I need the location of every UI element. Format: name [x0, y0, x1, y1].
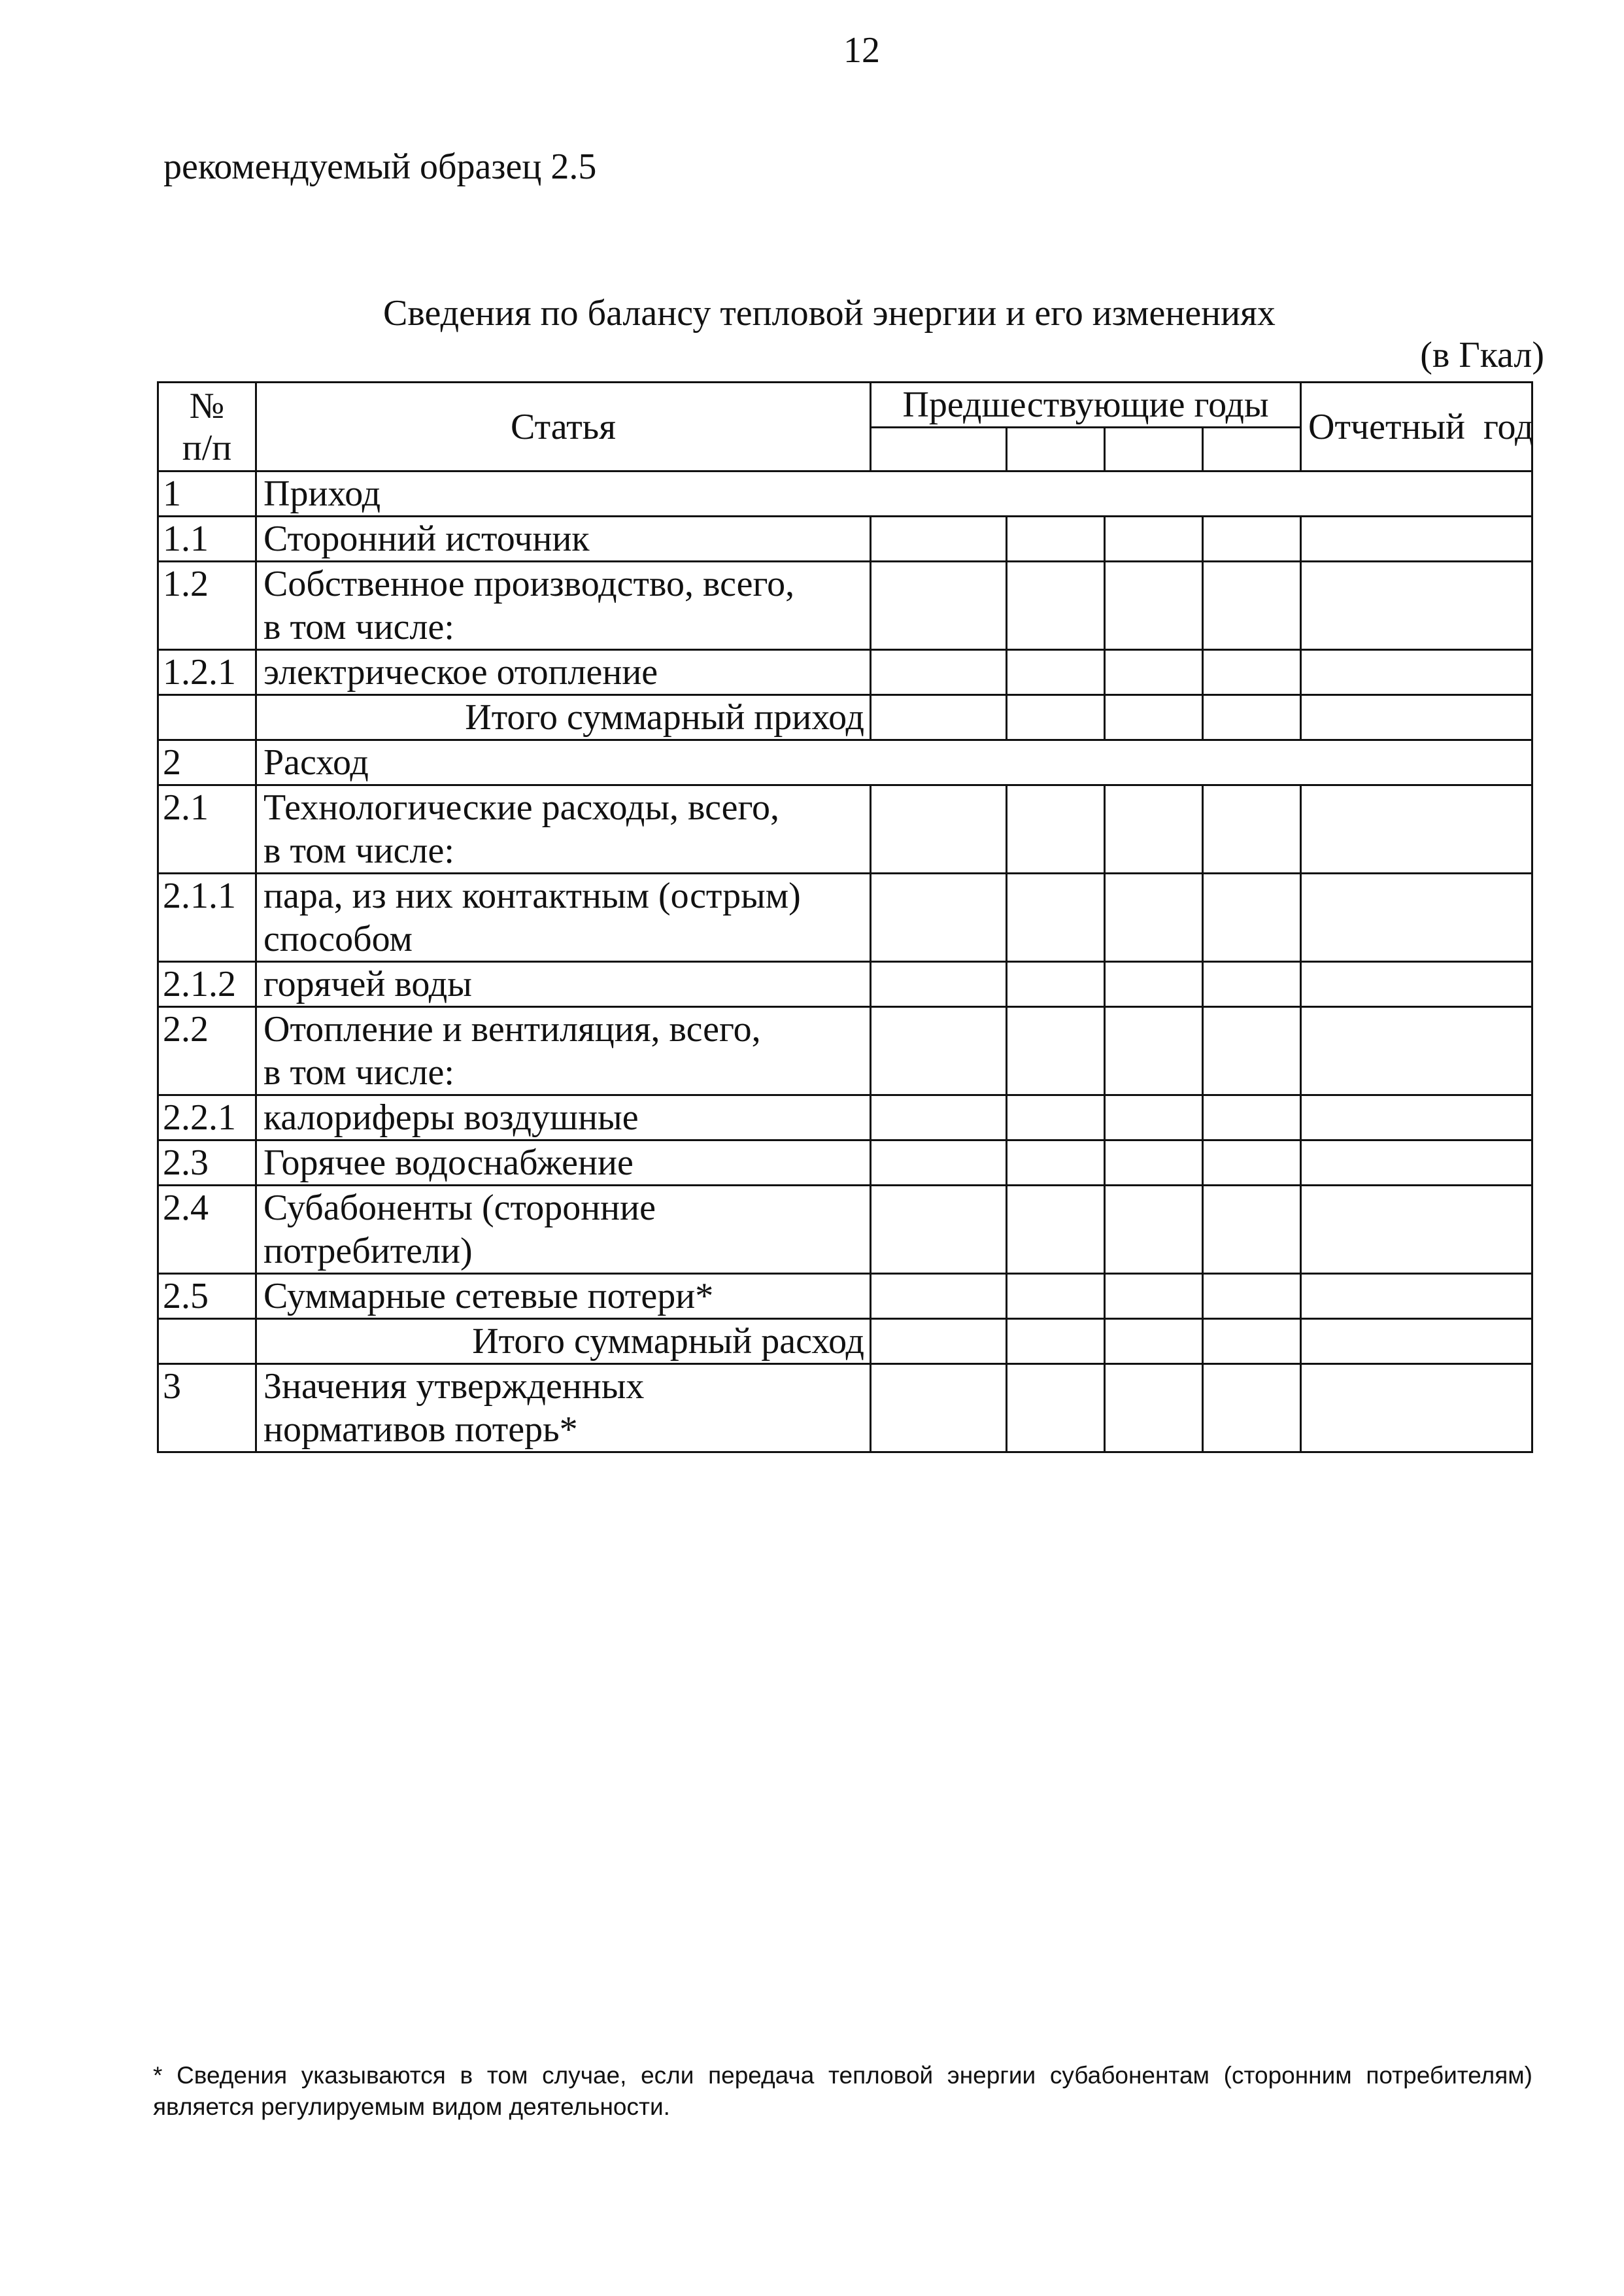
row-number: 2.1.1 — [158, 874, 256, 962]
row-label: пара, из них контактным (острым) способом — [256, 874, 871, 962]
row-label: Горячее водоснабжение — [256, 1140, 871, 1186]
previous-year-value-cell — [1105, 1186, 1203, 1274]
report-year-value-cell — [1301, 1319, 1532, 1364]
previous-year-cell — [1007, 428, 1105, 471]
row-label: Значения утвержденных нормативов потерь* — [256, 1364, 871, 1452]
previous-year-value-cell — [871, 562, 1007, 650]
previous-year-value-cell — [871, 874, 1007, 962]
row-label: Суммарные сетевые потери* — [256, 1274, 871, 1319]
row-number: 2.3 — [158, 1140, 256, 1186]
previous-year-value-cell — [1105, 1364, 1203, 1452]
row-number: 2.2 — [158, 1007, 256, 1095]
table-body — [158, 471, 1532, 1452]
previous-year-value-cell — [1203, 1007, 1301, 1095]
report-year-value-cell — [1301, 785, 1532, 874]
previous-year-value-cell — [1007, 562, 1105, 650]
row-number: 2.4 — [158, 1186, 256, 1274]
report-year-value-cell — [1301, 1140, 1532, 1186]
row-label: Технологические расходы, всего, в том числе: — [256, 785, 871, 874]
report-year-value-cell — [1301, 650, 1532, 695]
previous-year-value-cell — [1007, 1274, 1105, 1319]
table-row — [158, 650, 1532, 695]
previous-year-value-cell — [1203, 874, 1301, 962]
row-number: 3 — [158, 1364, 256, 1452]
previous-year-value-cell — [1203, 1274, 1301, 1319]
previous-year-value-cell — [1105, 962, 1203, 1007]
header-report-year: Отчетный год — [1301, 383, 1532, 471]
page-number: 12 — [843, 30, 880, 71]
header-number: № п/п — [158, 383, 256, 471]
units-label: (в Гкал) — [1420, 335, 1544, 375]
previous-year-value-cell — [871, 695, 1007, 740]
previous-year-value-cell — [871, 1364, 1007, 1452]
row-number: 1 — [158, 471, 256, 517]
previous-year-value-cell — [1007, 785, 1105, 874]
previous-year-value-cell — [1203, 517, 1301, 562]
table-row — [158, 562, 1532, 650]
table-row — [158, 962, 1532, 1007]
row-number: 1.1 — [158, 517, 256, 562]
previous-year-value-cell — [1203, 1186, 1301, 1274]
previous-year-value-cell — [1105, 1140, 1203, 1186]
previous-year-value-cell — [871, 1319, 1007, 1364]
row-label: Расход — [256, 740, 1532, 785]
table-row — [158, 1186, 1532, 1274]
previous-year-value-cell — [871, 517, 1007, 562]
row-number: 2.1.2 — [158, 962, 256, 1007]
report-year-value-cell — [1301, 1007, 1532, 1095]
previous-year-value-cell — [1105, 562, 1203, 650]
previous-year-value-cell — [1203, 650, 1301, 695]
report-year-value-cell — [1301, 1095, 1532, 1140]
total-row — [158, 695, 1532, 740]
previous-year-value-cell — [1203, 962, 1301, 1007]
total-label: Итого суммарный расход — [256, 1319, 871, 1364]
table-row — [158, 1364, 1532, 1452]
previous-year-value-cell — [1105, 1007, 1203, 1095]
previous-year-value-cell — [1203, 1319, 1301, 1364]
report-year-value-cell — [1301, 1186, 1532, 1274]
row-number: 1.2 — [158, 562, 256, 650]
total-label: Итого суммарный приход — [256, 695, 871, 740]
row-label: горячей воды — [256, 962, 871, 1007]
report-year-value-cell — [1301, 1274, 1532, 1319]
row-number: 2.5 — [158, 1274, 256, 1319]
table-row — [158, 1007, 1532, 1095]
report-year-value-cell — [1301, 517, 1532, 562]
previous-year-value-cell — [1105, 1274, 1203, 1319]
previous-year-value-cell — [1105, 517, 1203, 562]
table-row — [158, 874, 1532, 962]
previous-year-value-cell — [1203, 1140, 1301, 1186]
previous-year-value-cell — [1007, 650, 1105, 695]
section-row — [158, 740, 1532, 785]
section-row — [158, 471, 1532, 517]
previous-year-value-cell — [871, 1007, 1007, 1095]
previous-year-value-cell — [1007, 695, 1105, 740]
row-number — [158, 1319, 256, 1364]
report-year-value-cell — [1301, 695, 1532, 740]
row-label: калориферы воздушные — [256, 1095, 871, 1140]
heat-balance-table — [157, 381, 1533, 1453]
document-title: Сведения по балансу тепловой энергии и его изменениях — [383, 293, 1276, 334]
previous-year-value-cell — [1203, 785, 1301, 874]
total-row — [158, 1319, 1532, 1364]
footnote: * Сведения указываются в том случае, если передача тепловой энергии субабонентам (сторонним потребителям) является регулируемым видом деятельности. — [153, 2062, 1532, 2120]
previous-year-value-cell — [1105, 695, 1203, 740]
previous-year-value-cell — [1203, 1095, 1301, 1140]
row-label: Сторонний источник — [256, 517, 871, 562]
previous-year-value-cell — [871, 1140, 1007, 1186]
previous-year-value-cell — [871, 1095, 1007, 1140]
previous-year-cell — [1203, 428, 1301, 471]
table-row — [158, 1140, 1532, 1186]
previous-year-value-cell — [1007, 517, 1105, 562]
previous-year-value-cell — [1203, 1364, 1301, 1452]
previous-year-value-cell — [1007, 962, 1105, 1007]
previous-year-value-cell — [1007, 1319, 1105, 1364]
previous-year-value-cell — [1007, 874, 1105, 962]
previous-year-value-cell — [1007, 1140, 1105, 1186]
row-label: Субабоненты (сторонние потребители) — [256, 1186, 871, 1274]
row-label: Приход — [256, 471, 1532, 517]
table-row — [158, 1095, 1532, 1140]
row-number — [158, 695, 256, 740]
table-header-row — [158, 383, 1532, 428]
previous-year-value-cell — [1007, 1186, 1105, 1274]
report-year-value-cell — [1301, 874, 1532, 962]
previous-year-cell — [1105, 428, 1203, 471]
table-row — [158, 1274, 1532, 1319]
report-year-value-cell — [1301, 1364, 1532, 1452]
previous-year-value-cell — [871, 1186, 1007, 1274]
previous-year-value-cell — [1203, 695, 1301, 740]
row-label: Отопление и вентиляция, всего, в том числе: — [256, 1007, 871, 1095]
previous-year-value-cell — [871, 962, 1007, 1007]
previous-year-value-cell — [1105, 785, 1203, 874]
report-year-value-cell — [1301, 562, 1532, 650]
row-number: 1.2.1 — [158, 650, 256, 695]
previous-year-value-cell — [871, 785, 1007, 874]
row-label: электрическое отопление — [256, 650, 871, 695]
row-number: 2 — [158, 740, 256, 785]
previous-year-value-cell — [871, 650, 1007, 695]
previous-year-value-cell — [1105, 650, 1203, 695]
table-row — [158, 785, 1532, 874]
previous-year-value-cell — [1203, 562, 1301, 650]
sample-label: рекомендуемый образец 2.5 — [163, 146, 597, 187]
table-row — [158, 517, 1532, 562]
report-year-value-cell — [1301, 962, 1532, 1007]
previous-year-value-cell — [1105, 1095, 1203, 1140]
previous-year-cell — [871, 428, 1007, 471]
row-label: Собственное производство, всего, в том числе: — [256, 562, 871, 650]
previous-year-value-cell — [1007, 1364, 1105, 1452]
previous-year-value-cell — [1007, 1095, 1105, 1140]
previous-year-value-cell — [1007, 1007, 1105, 1095]
row-number: 2.2.1 — [158, 1095, 256, 1140]
previous-year-value-cell — [1105, 874, 1203, 962]
previous-year-value-cell — [1105, 1319, 1203, 1364]
header-article: Статья — [256, 383, 871, 471]
header-previous-years: Предшествующие годы — [871, 383, 1301, 428]
row-number: 2.1 — [158, 785, 256, 874]
previous-year-value-cell — [871, 1274, 1007, 1319]
